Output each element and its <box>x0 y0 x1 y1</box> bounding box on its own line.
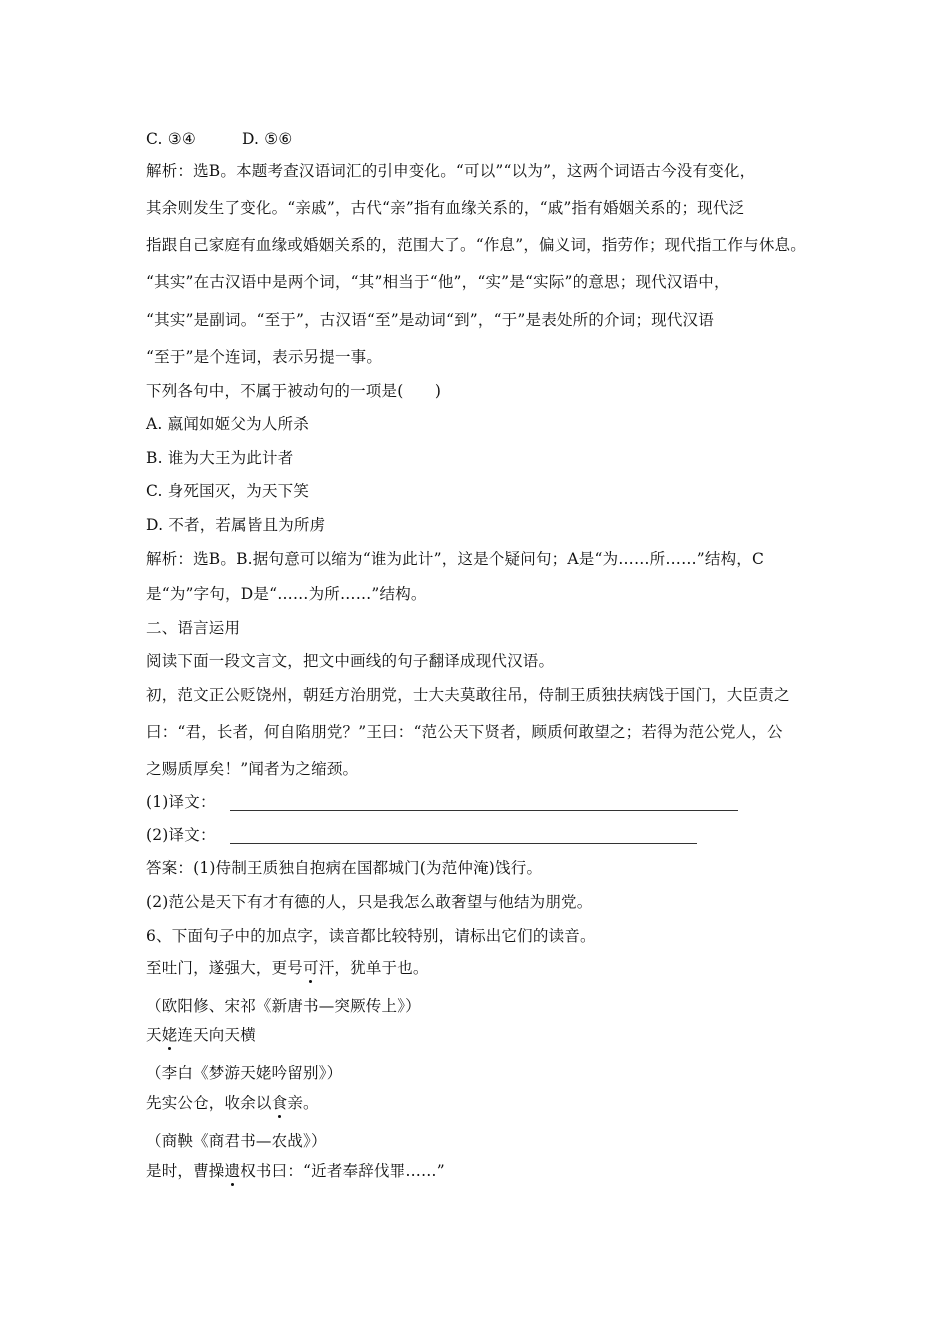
q6-source: （李白《梦游天姥吟留别》） <box>146 1064 343 1082</box>
translation-2-row <box>146 825 697 845</box>
translation-1-row <box>146 792 738 812</box>
section-title: 二、语言运用 <box>146 619 241 637</box>
analysis1-line: 指跟自己家庭有血缘或婚姻关系的，范围大了。“作息”，偏义词，指劳作；现代指工作与休息。 <box>146 236 806 254</box>
answer-line: 答案：(1)侍制王质独自抱病在国都城门(为范仲淹)饯行。 <box>146 859 543 877</box>
q6-source: （欧阳修、宋祁《新唐书—突厥传上》） <box>146 997 421 1015</box>
analysis1-line: “其实”在古汉语中是两个词，“其”相当于“他”，“实”是“实际”的意思；现代汉语中， <box>146 273 730 291</box>
analysis2-line: 是“为”字句，D是“……为所……”结构。 <box>146 585 427 603</box>
option-a: A. 嬴闻如姬父为人所杀 <box>146 415 309 433</box>
dotted-char: 可 <box>303 959 319 977</box>
option-d: D. 不者，若属皆且为所虏 <box>146 516 326 534</box>
options-cd-line <box>146 129 292 149</box>
section-instruction: 阅读下面一段文言文，把文中画线的句子翻译成现代汉语。 <box>146 652 555 670</box>
translation-1-blank[interactable] <box>230 796 738 811</box>
analysis2-line: 解析：选B。B.据句意可以缩为“谁为此计”，这是个疑问句；A是“为……所……”结构，C <box>146 550 765 568</box>
answer-line: (2)范公是天下有才有德的人，只是我怎么敢奢望与他结为朋党。 <box>146 893 593 911</box>
passage-line: 曰：“君，长者，何自陷朋党？”王曰：“范公天下贤者，顾质何敢望之；若得为范公党人，公 <box>146 723 783 741</box>
analysis1-line: 其余则发生了变化。“亲戚”，古代“亲”指有血缘关系的，“戚”指有婚姻关系的；现代泛 <box>146 199 745 217</box>
q6-sentence: 至吐门，遂强大，更号可汗，犹单于也。 <box>146 959 429 977</box>
q6-sentence: 是时，曹操遗权书曰：“近者奉辞伐罪……” <box>146 1162 445 1180</box>
passage-line: 初，范文正公贬饶州，朝廷方治朋党，士大夫莫敢往吊，侍制王质独扶病饯于国门，大臣责之 <box>146 686 790 704</box>
translation-2-blank[interactable] <box>230 829 697 844</box>
option-c: C. 身死国灭，为天下笑 <box>146 482 310 500</box>
q6-sentence: 天姥连天向天横 <box>146 1026 256 1044</box>
analysis1-line: “至于”是个连词，表示另提一事。 <box>146 348 383 366</box>
translation-2-label: (2)译文： <box>146 826 216 844</box>
dotted-char: 姥 <box>161 1026 178 1044</box>
dotted-char: 食 <box>271 1094 288 1112</box>
q6-sentence: 先实公仓，收余以食亲。 <box>146 1094 319 1112</box>
option-c: C. ③④ <box>146 130 196 148</box>
dotted-char: 遗 <box>224 1162 241 1180</box>
option-b: B. 谁为大王为此计者 <box>146 449 294 467</box>
translation-1-label: (1)译文： <box>146 793 216 811</box>
analysis1-line: “其实”是副词。“至于”，古汉语“至”是动词“到”，“于”是表处所的介词；现代汉语 <box>146 311 714 329</box>
q6-source: （商鞅《商君书—农战》） <box>146 1132 327 1150</box>
question-6-stem: 6、下面句子中的加点字，读音都比较特别，请标出它们的读音。 <box>146 927 596 945</box>
option-d: D. ⑤⑥ <box>241 130 293 148</box>
question-stem: 下列各句中，不属于被动句的一项是( ) <box>146 382 442 400</box>
analysis1-line: 解析：选B。本题考查汉语词汇的引申变化。“可以”“以为”，这两个词语古今没有变化， <box>146 162 756 180</box>
passage-line: 之赐质厚矣！”闻者为之缩颈。 <box>146 760 359 778</box>
